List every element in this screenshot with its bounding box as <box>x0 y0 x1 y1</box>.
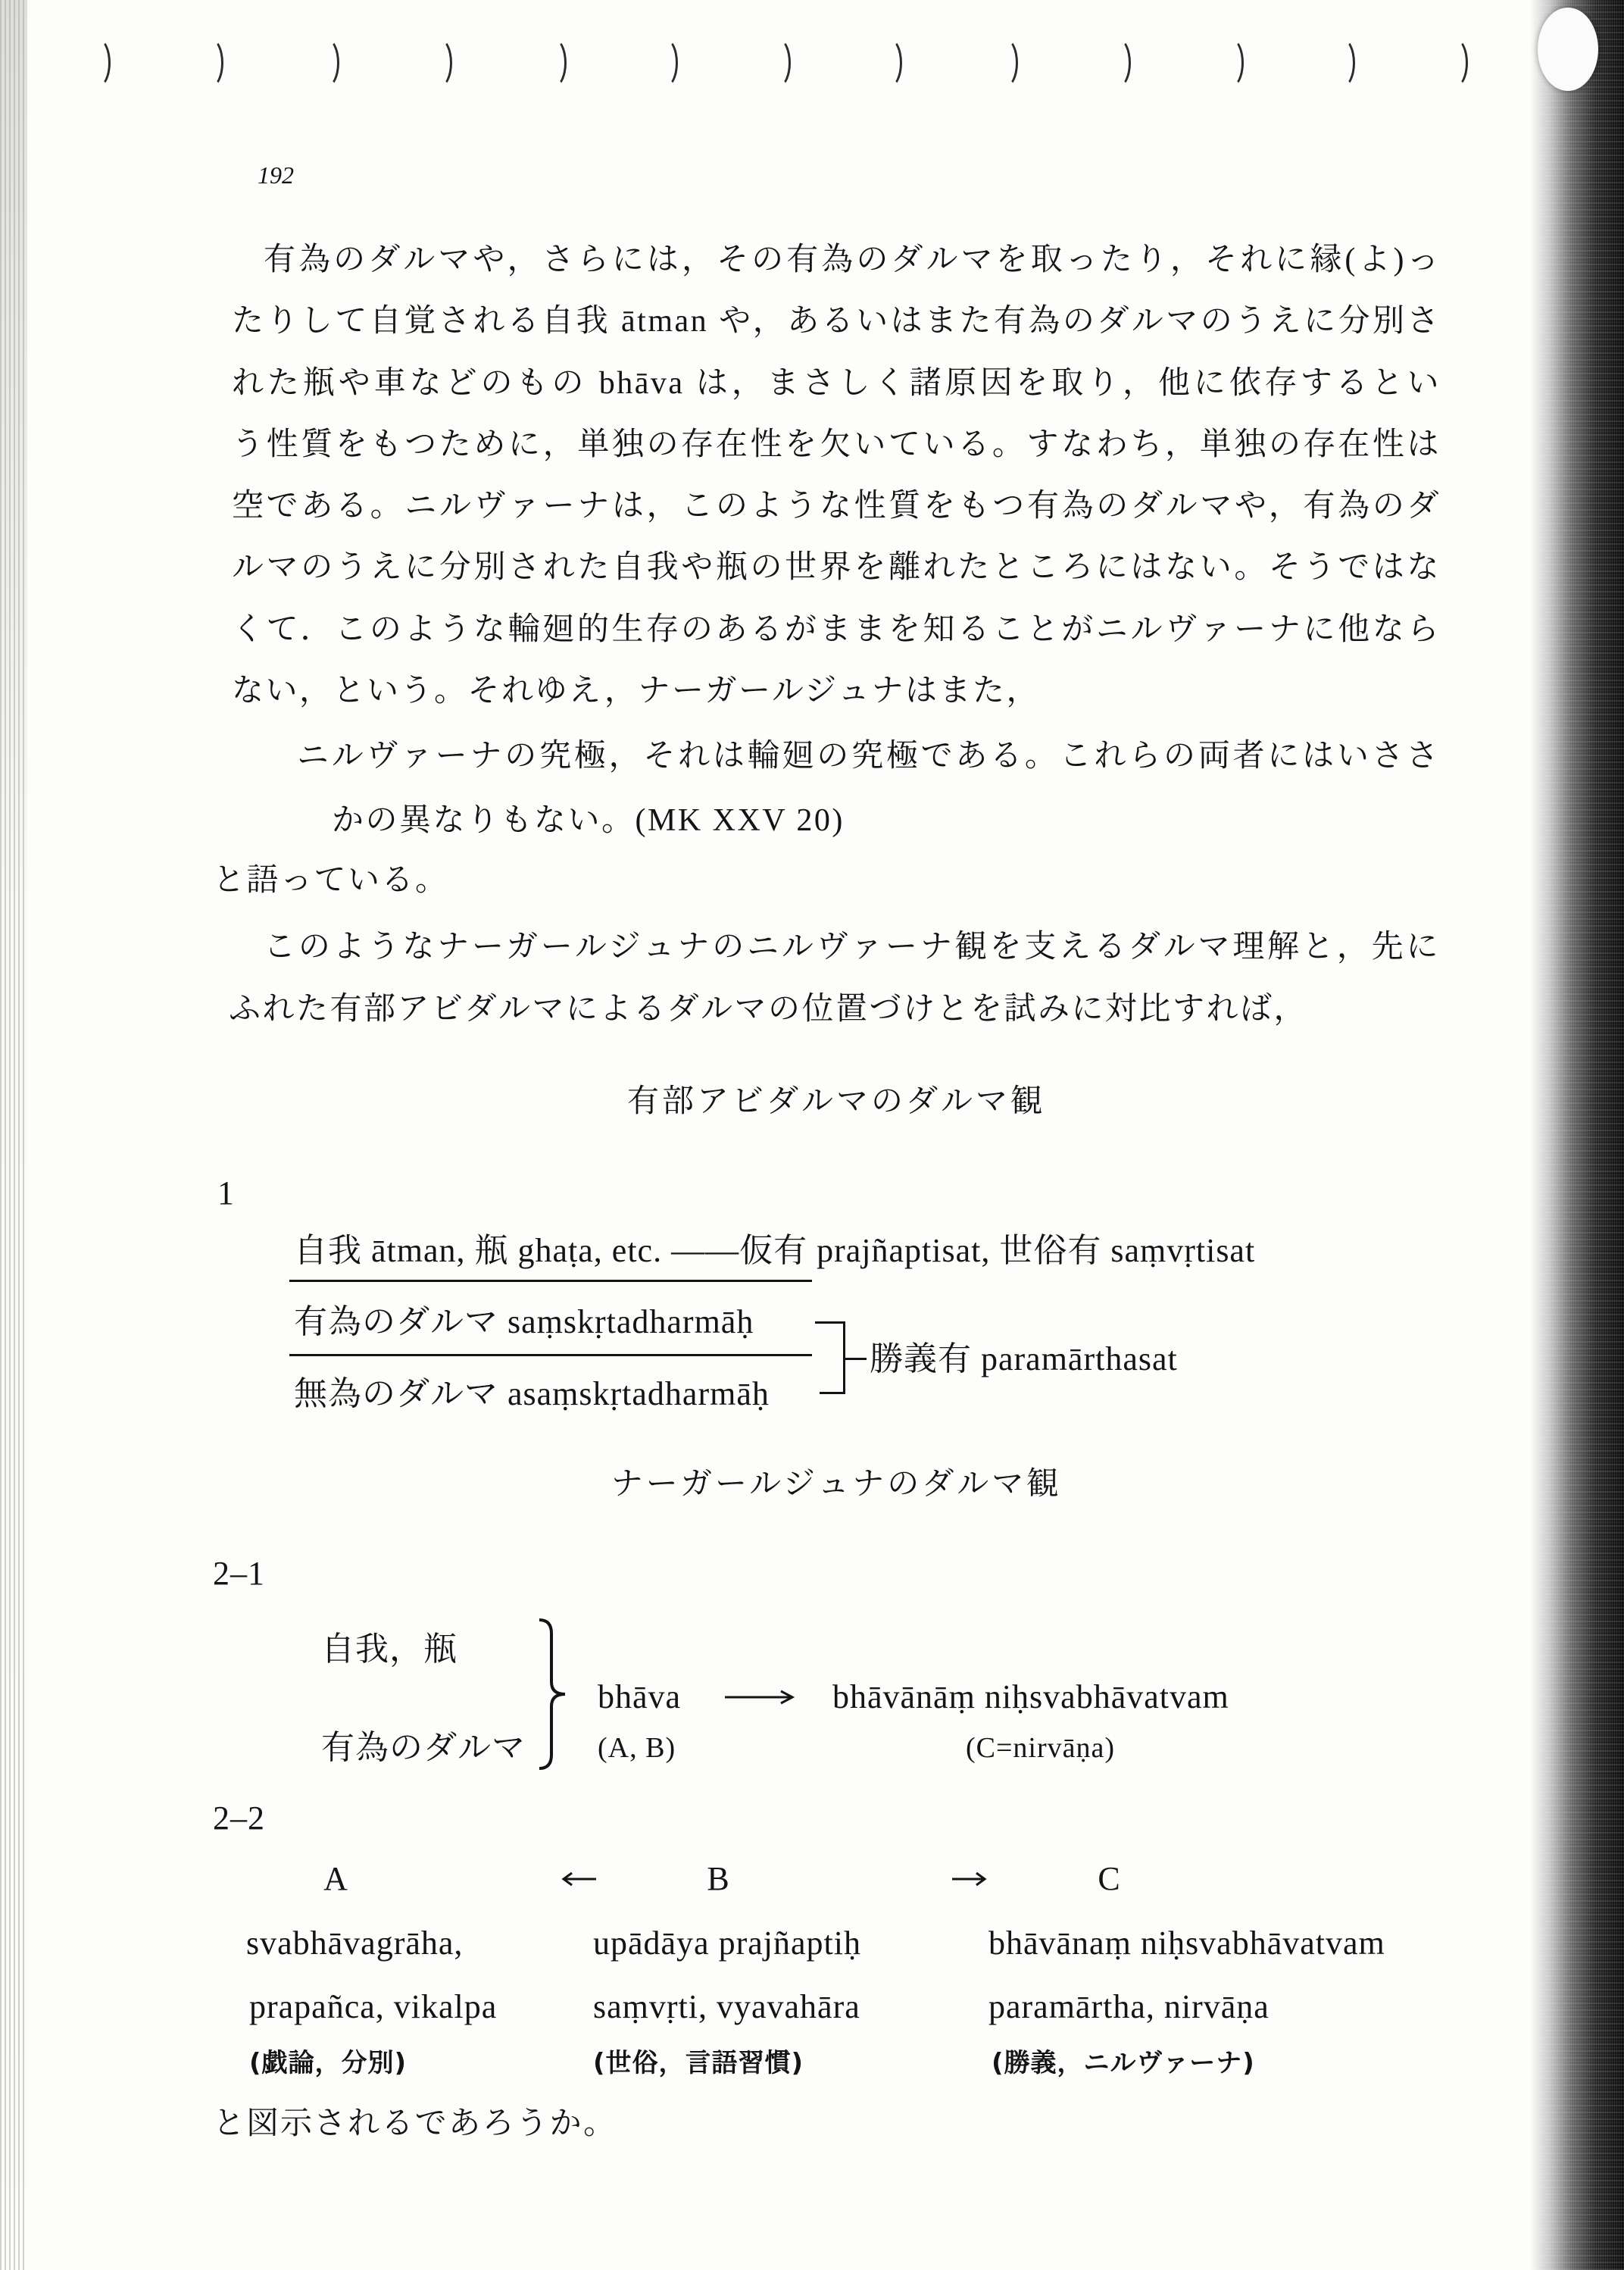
arrow-right-icon <box>951 1870 987 1888</box>
paragraph-line: くて．このような輪廻的生存のあるがままを知ることがニルヴァーナに他なら <box>232 611 1441 647</box>
paragraph-line: 空である。ニルヴァーナは，このような性質をもつ有為のダルマや，有為のダ <box>232 489 1441 524</box>
ultimate-existence-label: 勝義有 paramārthasat <box>870 1340 1178 1377</box>
grouped-item: 有為のダルマ <box>321 1729 526 1766</box>
column-line: svabhāvagrāha, <box>246 1924 464 1962</box>
long-arrow-right-icon <box>723 1687 795 1708</box>
column-line: paramārtha, nirvāṇa <box>988 1988 1270 2025</box>
paragraph-line: ふれた有部アビダルマによるダルマの位置づけとを試みに対比すれば， <box>229 992 1308 1027</box>
binding-hole-mark <box>765 38 791 88</box>
binding-hole-mark <box>1218 38 1244 88</box>
binding-hole-mark <box>652 38 678 88</box>
diagram-label: 2–2 <box>213 1799 265 1837</box>
binding-hole-mark <box>1329 38 1355 88</box>
conventional-existence-row: 自我 ātman, 瓶 ghaṭa, etc. ——仮有 prajñaptisat, 世俗有 saṃvṛtisat <box>294 1232 1256 1269</box>
column-gloss: (戯論，分別) <box>249 2048 408 2078</box>
scan-corner-notch <box>1538 8 1598 91</box>
binding-hole-mark <box>85 38 111 88</box>
column-gloss: (勝義，ニルヴァーナ) <box>992 2048 1255 2078</box>
unconditioned-dharma-row: 無為のダルマ asaṃskṛtadharmāḥ <box>294 1375 770 1412</box>
column-line: prapañca, vikalpa <box>249 1988 498 2025</box>
diagram-heading: 有部アビダルマのダルマ観 <box>626 1084 1045 1119</box>
paragraph-line: う性質をもつために，単独の存在性を欠いている。すなわち，単独の存在性は <box>232 427 1441 462</box>
paragraph-line: このようなナーガールジュナのニルヴァーナ観を支えるダルマ理解と，先に <box>264 930 1440 965</box>
arrow-left-icon <box>561 1870 598 1888</box>
page-number: 192 <box>258 161 294 189</box>
paragraph-line: たりして自覚される自我 ātman や，あるいはまた有為のダルマのうえに分別さ <box>232 304 1441 339</box>
binding-hole-mark <box>1105 38 1131 88</box>
divider-line <box>289 1354 812 1356</box>
binding-hole-mark <box>876 38 902 88</box>
paragraph-1 <box>232 230 1441 722</box>
binding-hole-mark <box>1442 38 1468 88</box>
source-note: (A, B) <box>598 1732 676 1764</box>
grouped-item: 自我，瓶 <box>321 1631 458 1668</box>
bhava-term: bhāva <box>598 1678 682 1715</box>
binding-hole-mark <box>992 38 1018 88</box>
scan-edge-left <box>0 0 27 2270</box>
after-quote-text: と語っている。 <box>213 863 449 898</box>
column-head-b: B <box>707 1860 729 1897</box>
target-note: (C=nirvāṇa) <box>966 1732 1116 1764</box>
column-line: bhāvānaṃ niḥsvabhāvatvam <box>988 1924 1385 1962</box>
conditioned-dharma-row: 有為のダルマ saṃskṛtadharmāḥ <box>294 1303 754 1340</box>
binding-hole-mark <box>541 38 567 88</box>
bracket-middle-tick <box>845 1358 867 1360</box>
binding-hole-mark <box>198 38 223 88</box>
divider-line <box>289 1280 812 1282</box>
emptiness-term: bhāvānāṃ niḥsvabhāvatvam <box>832 1678 1229 1715</box>
paragraph-line: れた瓶や車などのもの bhāva は，まさしく諸原因を取り，他に依存するとい <box>232 365 1441 401</box>
scan-shadow-right <box>1530 0 1624 2270</box>
closing-text: と図示されるであろうか。 <box>213 2106 617 2141</box>
binding-hole-mark <box>314 38 339 88</box>
bracket-top-tick <box>815 1321 845 1324</box>
column-gloss: (世俗，言語習慣) <box>593 2048 804 2078</box>
paragraph-line: 有為のダルマや，さらには，その有為のダルマを取ったり，それに縁(よ)っ <box>264 242 1441 277</box>
right-brace-icon <box>535 1618 568 1770</box>
bracket-bottom-tick <box>820 1392 845 1394</box>
diagram-heading: ナーガールジュナのダルマ観 <box>611 1467 1062 1502</box>
column-head-c: C <box>1098 1860 1120 1897</box>
diagram-label: 1 <box>217 1174 235 1212</box>
binding-hole-mark <box>426 38 452 88</box>
diagram-label: 2–1 <box>213 1555 265 1592</box>
column-line: saṃvṛti, vyavahāra <box>593 1988 860 2025</box>
column-head-a: A <box>323 1860 348 1897</box>
quote-line: ニルヴァーナの究極，それは輪廻の究極である。これらの両者にはいささ <box>297 739 1440 774</box>
paragraph-line: ない，という。それゆえ，ナーガールジュナはまた， <box>232 674 1040 709</box>
column-line: upādāya prajñaptiḥ <box>593 1924 861 1962</box>
paragraph-line: ルマのうえに分別された自我や瓶の世界を離れたところにはない。そうではな <box>232 550 1441 586</box>
quote-line: かの異なりもない。(MK XXV 20) <box>332 803 845 838</box>
